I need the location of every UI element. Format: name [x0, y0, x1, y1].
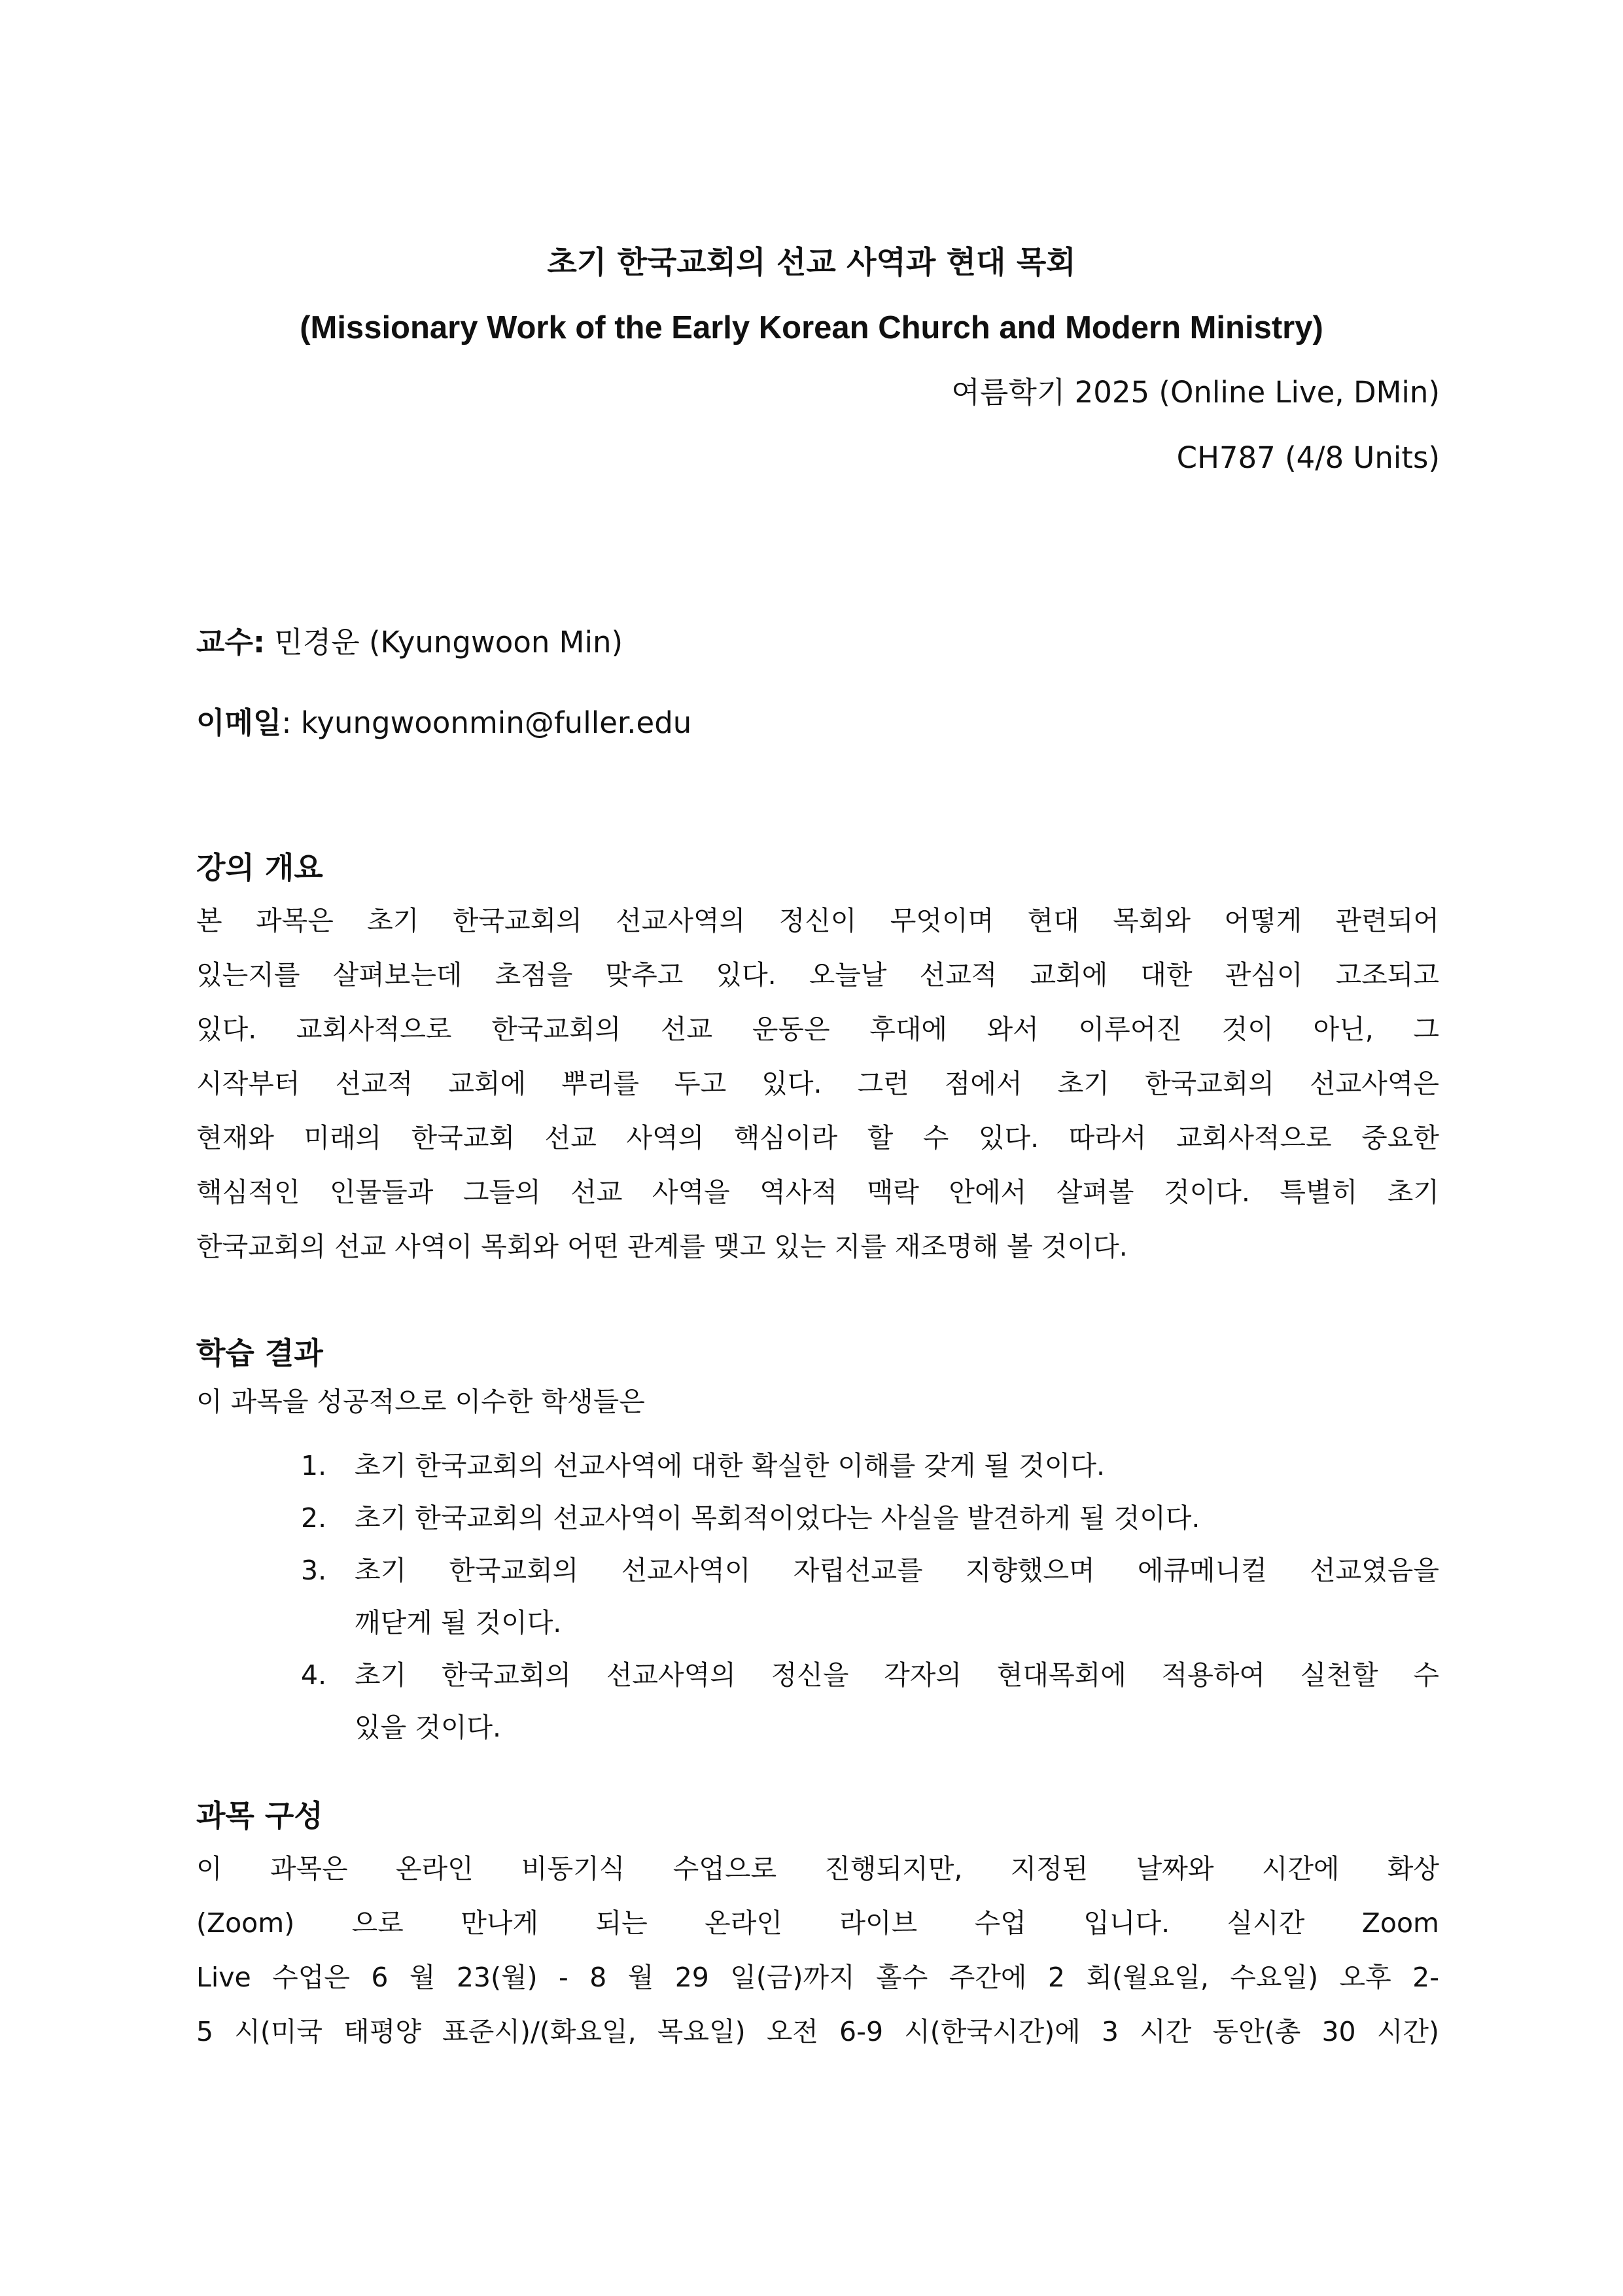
list-item-text: 깨닫게 될 것이다.	[355, 1607, 562, 1638]
email-line	[196, 703, 691, 743]
email-address[interactable]: : kyungwoonmin@fuller.edu	[281, 705, 692, 740]
list-item	[301, 1439, 1439, 1492]
outcomes-heading: 학습 결과	[196, 1335, 323, 1371]
structure-heading: 과목 구성	[196, 1798, 323, 1833]
list-item-number: 3.	[301, 1555, 327, 1586]
overview-line: 시작부터 선교적 교회에 뿌리를 두고 있다. 그런 점에서 초기 한국교회의 선교사역은	[196, 1068, 1439, 1099]
overview-line: 본 과목은 초기 한국교회의 선교사역의 정신이 무엇이며 현대 목회와 어떻게 관련되어	[196, 905, 1439, 936]
structure-paragraph	[196, 1842, 1439, 2059]
outcomes-list	[301, 1439, 1439, 1754]
overview-line: 핵심적인 인물들과 그들의 선교 사역을 역사적 맥락 안에서 살펴볼 것이다. 특별히 초기	[196, 1176, 1439, 1208]
overview-heading: 강의 개요	[196, 850, 323, 885]
email-label: 이메일	[196, 705, 282, 740]
structure-line: 5 시(미국 태평양 표준시)/(화요일, 목요일) 오전 6-9 시(한국시간)에 3 시간 동안(총 30 시간)	[196, 2016, 1439, 2047]
overview-line: 있다. 교회사적으로 한국교회의 선교 운동은 후대에 와서 이루어진 것이 아닌, 그	[196, 1014, 1439, 1045]
list-item-number: 1.	[301, 1450, 327, 1481]
course-code: CH787 (4/8 Units)	[1176, 440, 1440, 475]
overview-line: 현재와 미래의 한국교회 선교 사역의 핵심이라 할 수 있다. 따라서 교회사적으로 중요한	[196, 1122, 1439, 1154]
course-title-korean: 초기 한국교회의 선교 사역과 현대 목회	[547, 245, 1076, 281]
structure-line: 이 과목은 온라인 비동기식 수업으로 진행되지만, 지정된 날짜와 시간에 화상	[196, 1853, 1439, 1884]
list-item	[301, 1544, 1439, 1649]
course-term: 여름학기 2025 (Online Live, DMin)	[951, 375, 1440, 410]
list-item-text: 초기 한국교회의 선교사역의 정신을 각자의 현대목회에 적용하여 실천할 수	[355, 1659, 1439, 1691]
list-item-text: 초기 한국교회의 선교사역에 대한 확실한 이해를 갖게 될 것이다.	[355, 1450, 1106, 1481]
professor-line	[196, 623, 623, 662]
list-item-text: 초기 한국교회의 선교사역이 목회적이었다는 사실을 발견하게 될 것이다.	[355, 1502, 1200, 1534]
structure-line: Live 수업은 6 월 23(월) - 8 월 29 일(금)까지 홀수 주간에 2 회(월요일, 수요일) 오후 2-	[196, 1962, 1439, 1993]
list-item	[301, 1649, 1439, 1754]
list-item-text: 초기 한국교회의 선교사역이 자립선교를 지향했으며 에큐메니컬 선교였음을	[355, 1555, 1439, 1586]
overview-line: 있는지를 살펴보는데 초점을 맞추고 있다. 오늘날 선교적 교회에 대한 관심이 고조되고	[196, 959, 1439, 991]
list-item-text: 있을 것이다.	[355, 1712, 502, 1743]
professor-label: 교수:	[196, 625, 265, 660]
course-title-english: (Missionary Work of the Early Korean Church and Modern Ministry)	[300, 310, 1323, 345]
professor-name: 민경운 (Kyungwoon Min)	[274, 625, 623, 660]
list-item-number: 2.	[301, 1502, 327, 1534]
overview-paragraph	[196, 894, 1439, 1274]
list-item-number: 4.	[301, 1659, 327, 1691]
outcomes-intro: 이 과목을 성공적으로 이수한 학생들은	[196, 1386, 645, 1417]
structure-line: (Zoom) 으로 만나게 되는 온라인 라이브 수업 입니다. 실시간 Zoom	[196, 1907, 1439, 1939]
list-item	[301, 1492, 1439, 1544]
overview-line: 한국교회의 선교 사역이 목회와 어떤 관계를 맺고 있는 지를 재조명해 볼 것이다.	[196, 1231, 1128, 1262]
